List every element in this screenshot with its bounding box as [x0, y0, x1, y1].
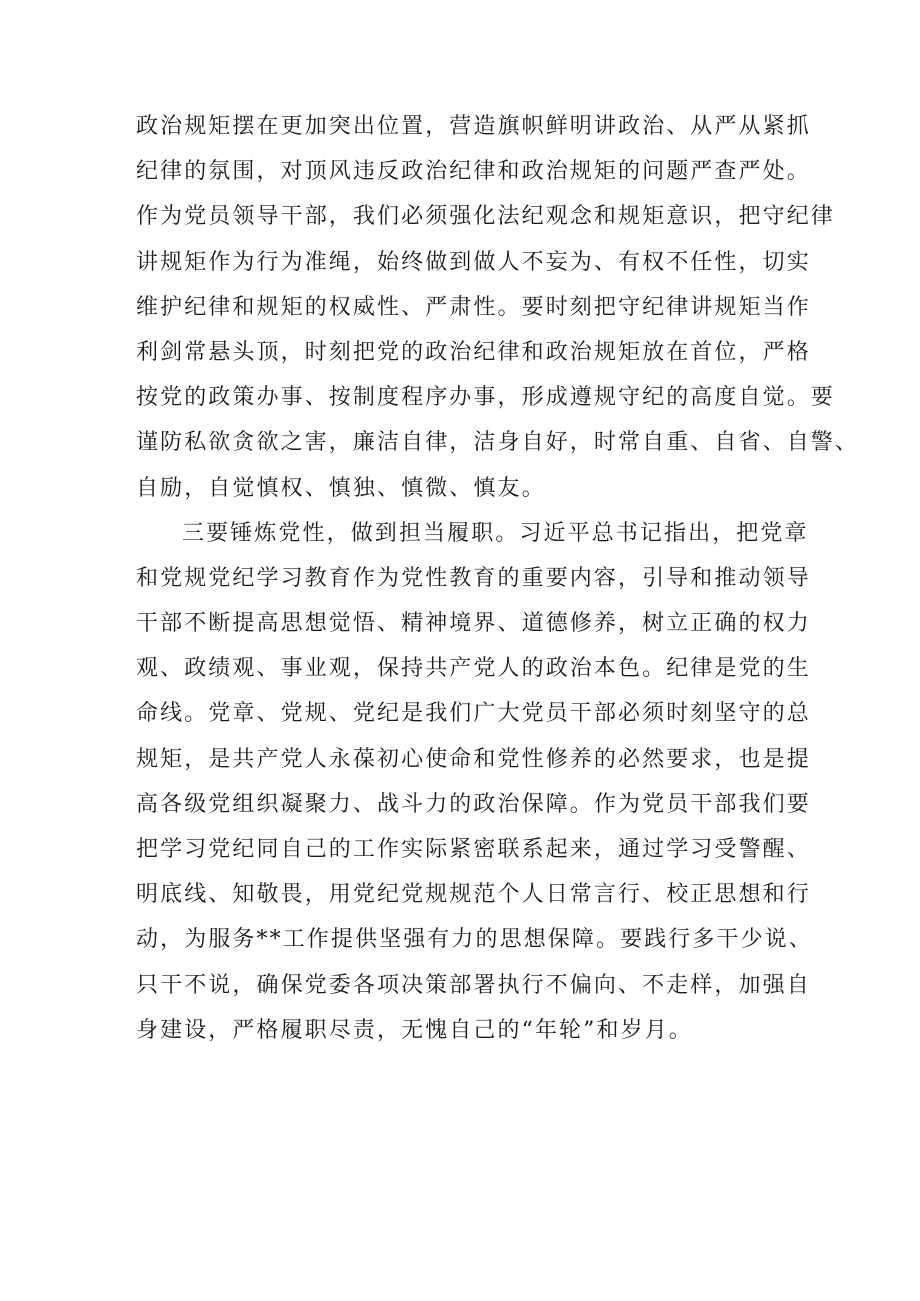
text-line: 按党的政策办事、按制度程序办事，形成遵规守纪的高度自觉。要 [136, 385, 835, 411]
text-line: 命线。党章、党规、党纪是我们广大党员干部必须时刻坚守的总 [136, 701, 811, 727]
document-body [136, 104, 860, 1053]
text-line: 纪律的氛围，对顶风违反政治纪律和政治规矩的问题严查严处。 [136, 159, 811, 185]
text-line: 干部不断提高思想觉悟、精神境界、道德修养，树立正确的权力 [136, 611, 811, 637]
text-line: 观、政绩观、事业观，保持共产党人的政治本色。纪律是党的生 [136, 656, 811, 682]
text-line: 动，为服务**工作提供坚强有力的思想保障。要践行多干少说、 [136, 927, 813, 953]
text-line: 高各级党组织凝聚力、战斗力的政治保障。作为党员干部我们要 [136, 791, 811, 817]
paragraph-party-spirit [136, 511, 813, 1053]
paragraph-discipline-rules [136, 104, 860, 511]
text-line: 谨防私欲贪欲之害，廉洁自律，洁身自好，时常自重、自省、自警、 [136, 430, 860, 456]
text-line: 把学习党纪同自己的工作实际紧密联系起来，通过学习受警醒、 [136, 837, 811, 862]
text-line: 明底线、知敬畏，用党纪党规规范个人日常言行、校正思想和行 [136, 882, 811, 908]
text-line: 身建设，严格履职尽责，无愧自己的“年轮”和岁月。 [136, 1017, 693, 1043]
text-line: 只干不说，确保党委各项决策部署执行不偏向、不走样，加强自 [136, 972, 811, 998]
text-line: 利剑常悬头顶，时刻把党的政治纪律和政治规矩放在首位，严格 [136, 339, 811, 365]
text-line: 作为党员领导干部，我们必须强化法纪观念和规矩意识，把守纪律 [136, 204, 835, 230]
text-line: 维护纪律和规矩的权威性、严肃性。要时刻把守纪律讲规矩当作 [136, 294, 811, 320]
text-line: 讲规矩作为行为准绳，始终做到做人不妄为、有权不任性，切实 [136, 249, 811, 275]
text-line: 政治规矩摆在更加突出位置，营造旗帜鲜明讲政治、从严从紧抓 [136, 114, 811, 139]
text-line: 和党规党纪学习教育作为党性教育的重要内容，引导和推动领导 [136, 565, 811, 591]
text-line-first: 三要锤炼党性，做到担当履职。习近平总书记指出，把党章 [182, 520, 809, 546]
text-line: 规矩，是共产党人永葆初心使命和党性修养的必然要求，也是提 [136, 746, 811, 772]
text-line: 自励，自觉慎权、慎独、慎微、慎友。 [136, 475, 546, 501]
